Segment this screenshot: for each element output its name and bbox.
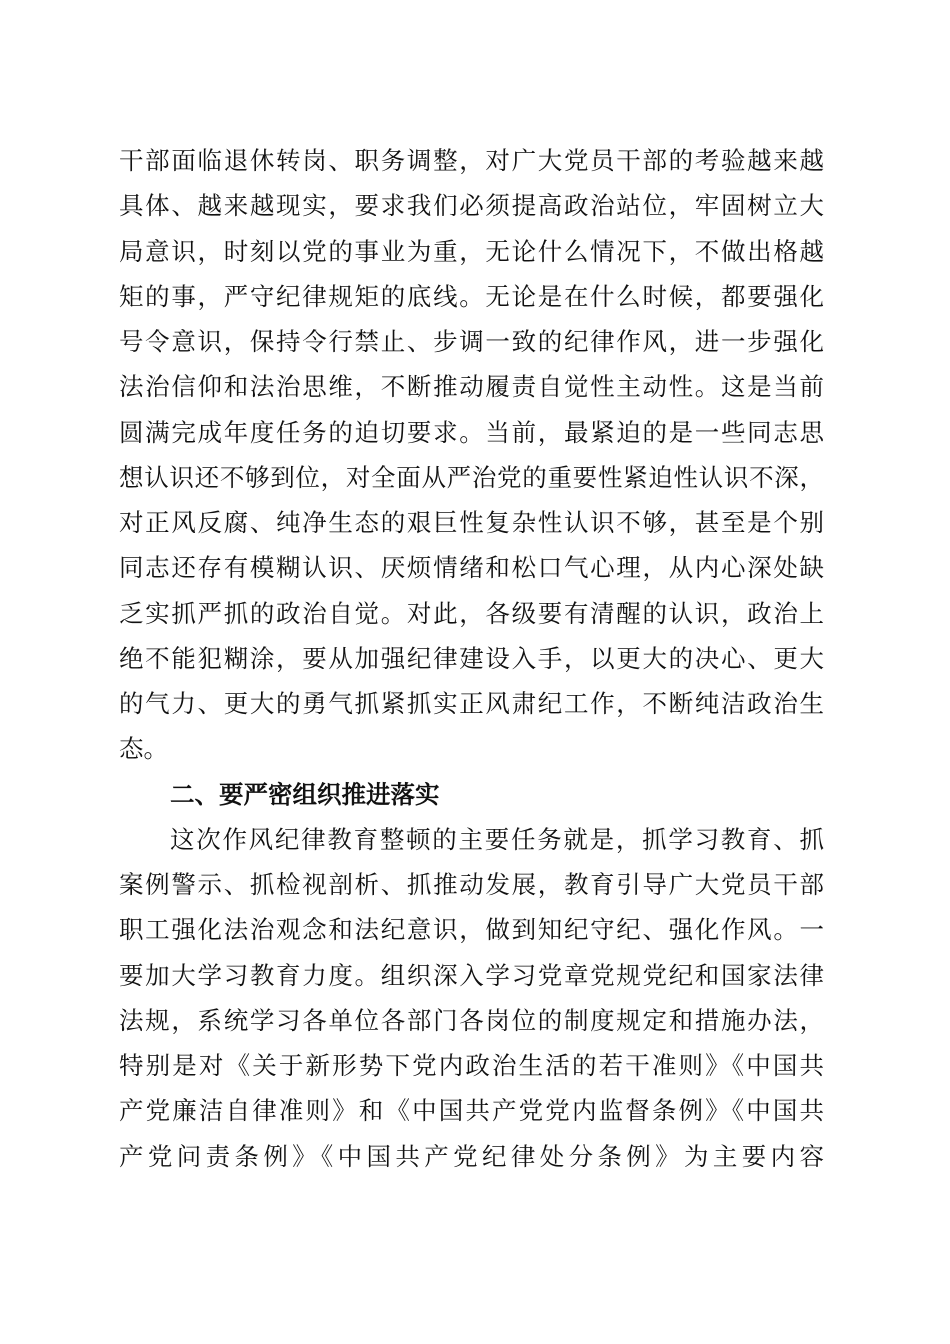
text-line: 要加大学习教育力度。组织深入学习党章党规党纪和国家法律 [119,961,824,990]
text-line: 职工强化法治观念和法纪意识，做到知纪守纪、强化作风。一 [119,915,824,944]
text-line: 圆满完成年度任务的迫切要求。当前，最紧迫的是一些同志思 [119,418,824,447]
text-line: 绝不能犯糊涂，要从加强纪律建设入手，以更大的决心、更大 [119,644,824,673]
text-line: 这次作风纪律教育整顿的主要任务就是，抓学习教育、抓 [170,825,824,854]
text-line: 产党廉洁自律准则》和《中国共产党党内监督条例》《中国共 [119,1096,824,1125]
text-line: 对正风反腐、纯净生态的艰巨性复杂性认识不够，甚至是个别 [119,508,824,537]
text-line: 法规，系统学习各单位各部门各岗位的制度规定和措施办法， [119,1006,824,1035]
text-line: 同志还存有模糊认识、厌烦情绪和松口气心理，从内心深处缺 [119,553,824,582]
text-line: 特别是对《关于新形势下党内政治生活的若干准则》《中国共 [119,1051,824,1080]
text-line: 案例警示、抓检视剖析、抓推动发展，教育引导广大党员干部 [119,870,824,899]
text-line: 局意识，时刻以党的事业为重，无论什么情况下，不做出格越 [119,237,824,266]
text-line: 干部面临退休转岗、职务调整，对广大党员干部的考验越来越 [119,146,824,175]
text-line: 乏实抓严抓的政治自觉。对此，各级要有清醒的认识，政治上 [119,599,824,628]
text-line: 具体、越来越现实，要求我们必须提高政治站位，牢固树立大 [119,191,824,220]
text-line: 矩的事，严守纪律规矩的底线。无论是在什么时候，都要强化 [119,282,824,311]
text-line: 法治信仰和法治思维，不断推动履责自觉性主动性。这是当前 [119,372,824,401]
text-line: 想认识还不够到位，对全面从严治党的重要性紧迫性认识不深， [119,463,824,492]
text-line: 的气力、更大的勇气抓紧抓实正风肃纪工作，不断纯洁政治生 [119,689,824,718]
text-line: 号令意识，保持令行禁止、步调一致的纪律作风，进一步强化 [119,327,824,356]
section-heading: 二、要严密组织推进落实 [170,780,440,809]
text-line: 产党问责条例》《中国共产党纪律处分条例》为主要内容 [119,1142,824,1171]
text-line: 态。 [119,734,168,763]
